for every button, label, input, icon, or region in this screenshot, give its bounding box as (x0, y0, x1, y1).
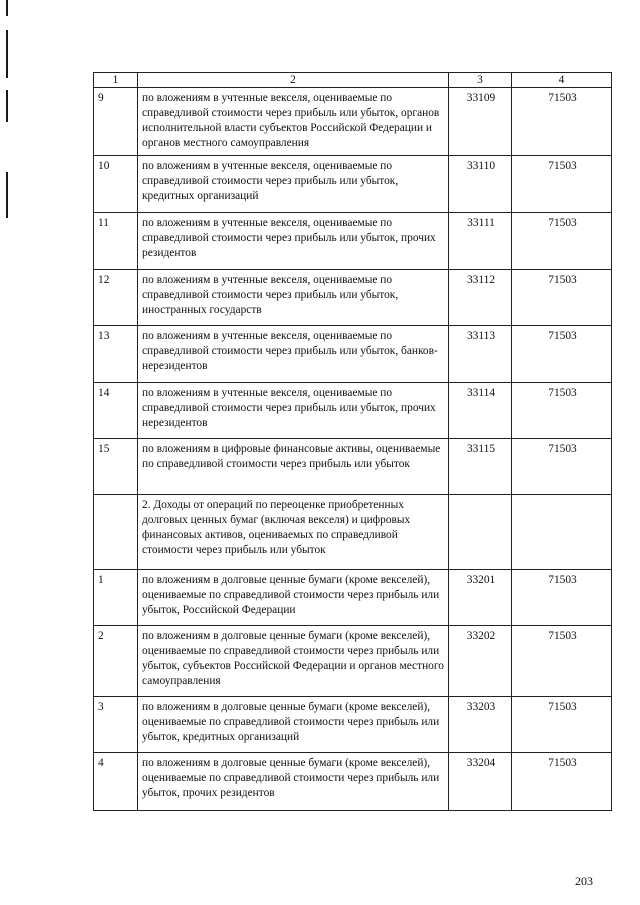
section-heading-row (94, 495, 612, 570)
table-header-row (94, 73, 612, 88)
row-description: по вложениям в учтенные векселя, оцениваемые по справедливой стоимости через прибыль или убыток, органов исполнительной власти субъектов Российской Федерации и органов местного самоуправления (138, 88, 449, 156)
symbol-code: 33114 (449, 383, 512, 439)
account-number: 71503 (512, 439, 612, 495)
column-header: 2 (138, 73, 449, 88)
table-row (94, 270, 612, 326)
row-number: 2 (94, 626, 138, 697)
symbol-code: 33109 (449, 88, 512, 156)
row-description: по вложениям в учтенные векселя, оцениваемые по справедливой стоимости через прибыль или убыток, кредитных организаций (138, 156, 449, 213)
row-number: 9 (94, 88, 138, 156)
account-number: 71503 (512, 626, 612, 697)
account-number: 71503 (512, 213, 612, 270)
row-description: по вложениям в долговые ценные бумаги (кроме векселей), оцениваемые по справедливой стоимости через прибыль или убыток, прочих резидентов (138, 753, 449, 811)
symbol-code: 33111 (449, 213, 512, 270)
row-number: 15 (94, 439, 138, 495)
account-number: 71503 (512, 753, 612, 811)
symbol-code: 33204 (449, 753, 512, 811)
scan-margin-mark (6, 90, 8, 122)
scan-margin-mark (6, 30, 8, 78)
scan-margin-mark (6, 172, 8, 218)
symbol-code: 33203 (449, 697, 512, 753)
scan-margin-mark (6, 0, 8, 16)
table-row (94, 697, 612, 753)
row-description: по вложениям в учтенные векселя, оцениваемые по справедливой стоимости через прибыль или убыток, банков-нерезидентов (138, 326, 449, 383)
row-description: по вложениям в цифровые финансовые активы, оцениваемые по справедливой стоимости через прибыль или убыток (138, 439, 449, 495)
table-row (94, 439, 612, 495)
table-row (94, 156, 612, 213)
table-row (94, 213, 612, 270)
row-number: 4 (94, 753, 138, 811)
row-number (94, 495, 138, 570)
table-row (94, 570, 612, 626)
account-number: 71503 (512, 270, 612, 326)
row-description: по вложениям в учтенные векселя, оцениваемые по справедливой стоимости через прибыль или убыток, прочих нерезидентов (138, 383, 449, 439)
symbol-code: 33110 (449, 156, 512, 213)
table-row (94, 383, 612, 439)
account-number: 71503 (512, 383, 612, 439)
table-row (94, 753, 612, 811)
account-number: 71503 (512, 326, 612, 383)
symbol-code (449, 495, 512, 570)
row-number: 12 (94, 270, 138, 326)
column-header: 1 (94, 73, 138, 88)
account-number: 71503 (512, 88, 612, 156)
accounts-table (93, 72, 612, 811)
row-number: 13 (94, 326, 138, 383)
section-heading: 2. Доходы от операций по переоценке приобретенных долговых ценных бумаг (включая векселя) и цифровых финансовых активов, оцениваемых по справедливой стоимости через прибыль или убыток (138, 495, 449, 570)
account-number (512, 495, 612, 570)
account-number: 71503 (512, 697, 612, 753)
symbol-code: 33112 (449, 270, 512, 326)
row-description: по вложениям в учтенные векселя, оцениваемые по справедливой стоимости через прибыль или убыток, иностранных государств (138, 270, 449, 326)
account-number: 71503 (512, 570, 612, 626)
account-number: 71503 (512, 156, 612, 213)
row-description: по вложениям в учтенные векселя, оцениваемые по справедливой стоимости через прибыль или убыток, прочих резидентов (138, 213, 449, 270)
column-header: 4 (512, 73, 612, 88)
row-description: по вложениям в долговые ценные бумаги (кроме векселей), оцениваемые по справедливой стоимости через прибыль или убыток, кредитных организаций (138, 697, 449, 753)
column-header: 3 (449, 73, 512, 88)
symbol-code: 33115 (449, 439, 512, 495)
row-number: 3 (94, 697, 138, 753)
table-row (94, 88, 612, 156)
row-number: 14 (94, 383, 138, 439)
table-row (94, 326, 612, 383)
row-description: по вложениям в долговые ценные бумаги (кроме векселей), оцениваемые по справедливой стоимости через прибыль или убыток, субъектов Российской Федерации и органов местного самоуправления (138, 626, 449, 697)
row-number: 1 (94, 570, 138, 626)
row-number: 10 (94, 156, 138, 213)
page-number: 203 (575, 874, 593, 888)
table-row (94, 626, 612, 697)
row-description: по вложениям в долговые ценные бумаги (кроме векселей), оцениваемые по справедливой стоимости через прибыль или убыток, Российской Федерации (138, 570, 449, 626)
symbol-code: 33201 (449, 570, 512, 626)
symbol-code: 33113 (449, 326, 512, 383)
symbol-code: 33202 (449, 626, 512, 697)
row-number: 11 (94, 213, 138, 270)
